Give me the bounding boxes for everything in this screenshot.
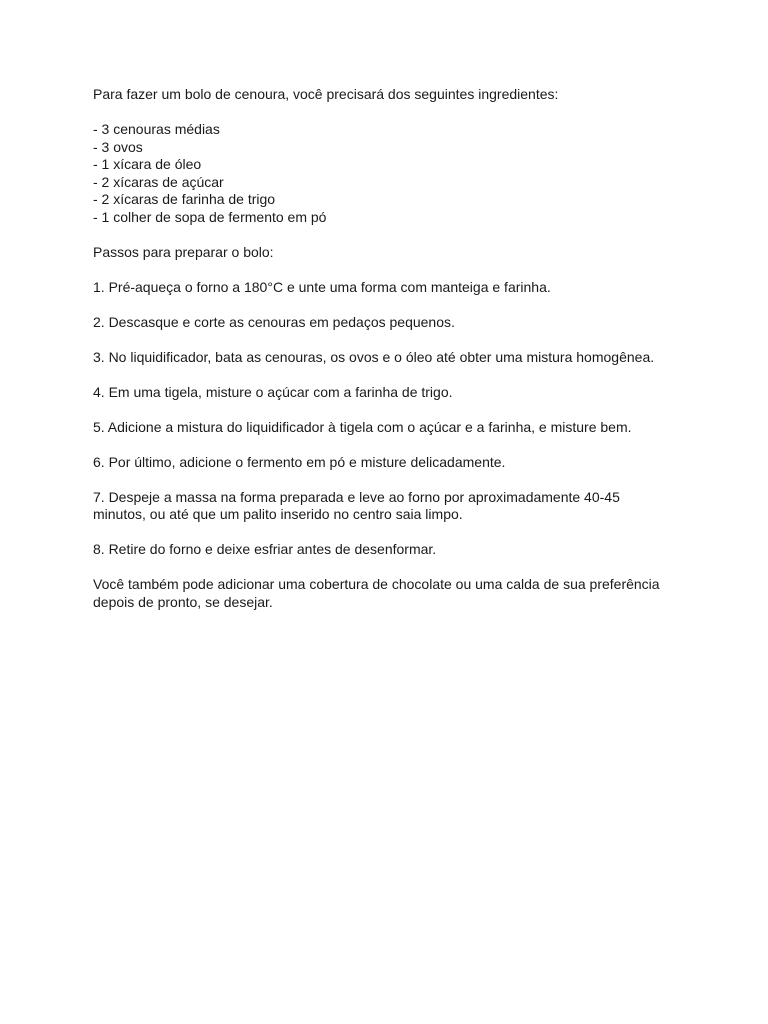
spacer <box>93 366 675 384</box>
spacer <box>93 471 675 489</box>
step-paragraph: 7. Despeje a massa na forma preparada e leve ao forno por aproximadamente 40-45 minutos, ou até que um palito inserido no centro saia limpo. <box>93 488 620 522</box>
step-paragraph: 8. Retire do forno e deixe esfriar antes de desenformar. <box>93 541 437 557</box>
spacer <box>93 559 675 577</box>
ingredient-item: - 2 xícaras de farinha de trigo <box>93 191 276 207</box>
spacer <box>93 524 675 542</box>
spacer <box>93 261 675 279</box>
ingredient-item: - 1 xícara de óleo <box>93 156 202 172</box>
intro-paragraph: Para fazer um bolo de cenoura, você precisará dos seguintes ingredientes: <box>93 86 559 102</box>
ingredient-item: - 3 ovos <box>93 138 143 155</box>
step-paragraph: 2. Descasque e corte as cenouras em pedaços pequenos. <box>93 313 455 330</box>
spacer <box>93 104 675 122</box>
spacer <box>93 401 675 419</box>
ingredient-item: - 3 cenouras médias <box>93 121 220 137</box>
spacer <box>93 226 675 244</box>
spacer <box>93 296 675 314</box>
ingredient-item: - 2 xícaras de açúcar <box>93 173 224 190</box>
step-paragraph: 3. No liquidificador, bata as cenouras, os ovos e o óleo até obter uma mistura homogênea. <box>93 348 655 365</box>
steps-heading: Passos para preparar o bolo: <box>93 243 274 260</box>
spacer <box>93 436 675 454</box>
spacer <box>93 331 675 349</box>
ingredients-list <box>93 121 675 226</box>
step-paragraph: 5. Adicione a mistura do liquidificador à tigela com o açúcar e a farinha, e misture bem. <box>93 418 632 435</box>
step-paragraph: 6. Por último, adicione o fermento em pó e misture delicadamente. <box>93 453 506 470</box>
step-paragraph: 1. Pré-aqueça o forno a 180°C e unte uma forma com manteiga e farinha. <box>93 278 551 295</box>
closing-paragraph: Você também pode adicionar uma cobertura de chocolate ou uma calda de sua preferência depois de pronto, se desejar. <box>93 576 660 610</box>
step-paragraph: 4. Em uma tigela, misture o açúcar com a farinha de trigo. <box>93 383 453 400</box>
ingredient-item: - 1 colher de sopa de fermento em pó <box>93 208 327 225</box>
